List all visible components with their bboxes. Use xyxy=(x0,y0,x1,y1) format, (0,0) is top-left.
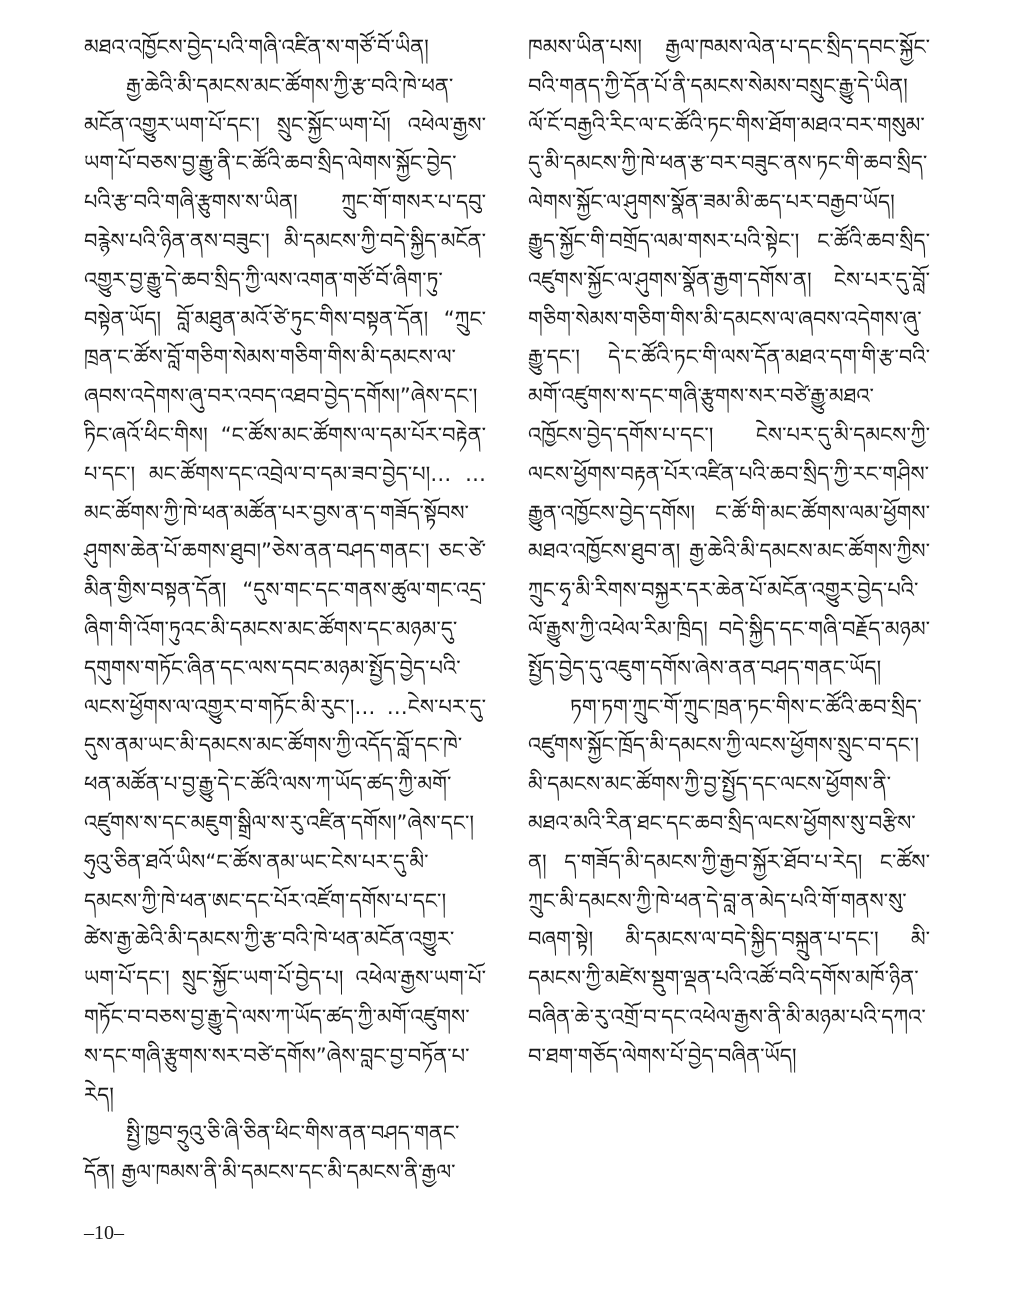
left-column xyxy=(84,28,486,1192)
paragraph: སྤྱི་ཁྱབ་ཧྲུའུ་ཅི་ཞི་ཅིན་ཕིང་གིས་ནན་བཤད་གནང་དོན། རྒྱལ་ཁམས་ནི་མི་དམངས་དང་མི་དམངས་ནི་རྒྱལ་ xyxy=(84,1121,460,1185)
paragraph: རྒྱ་ཆེའི་མི་དམངས་མང་ཚོགས་ཀྱི་རྩ་བའི་ཁེ་ཕན་མངོན་འགྱུར་ཡག་པོ་དང་། སྲུང་སྐྱོང་ཡག་པོ། འཕེལ་རྒྱས་ཡག་པོ་བཅས་བྱ་རྒྱུ་ནི་ང་ཚོའི་ཆབ་སྲིད་ལེགས་སྐྱོང་བྱེད་པའི་རྩ་བའི་གཞི་རྩུགས་ས་ཡིན། ཀྲུང་གོ་གསར་པ་དབུ་བརྙེས་པའི་ཉིན་ནས་བཟུང་། མི་དམངས་ཀྱི་བདེ་སྐྱིད་མངོན་འགྱུར་བྱ་རྒྱུ་དེ་ཆབ་སྲིད་ཀྱི་ལས་འགན་གཙོ་བོ་ཞིག་ཏུ་བསྟེན་ཡོད། བློ་མཐུན་མའོ་ཙེ་ཏུང་གིས་བསྟན་དོན། “ཀྲུང་ཁྲན་ང་ཚོས་བློ་གཅིག་སེམས་གཅིག་གིས་མི་དམངས་ལ་ཞབས་འདེགས་ཞུ་བར་འབད་འཐབ་བྱེད་དགོས།”ཞེས་དང་། ཏིང་ཞའོ་ཕིང་གིས། “ང་ཚོས་མང་ཚོགས་ལ་དམ་པོར་བརྟེན་པ་དང་། མང་ཚོགས་དང་འབྲེལ་བ་དམ་ཟབ་བྱེད་པ།… …མང་ཚོགས་ཀྱི་ཁེ་ཕན་མཚོན་པར་བྱས་ན་ད་གཟོད་སྟོབས་ཤུགས་ཆེན་པོ་ཆགས་ཐུབ།”ཅེས་ནན་བཤད་གནང་། ཅང་ཙེ་མིན་གྱིས་བསྟན་དོན། “དུས་གང་དང་གནས་ཚུལ་གང་འདྲ་ཞིག་གི་འོག་ཏུའང་མི་དམངས་མང་ཚོགས་དང་མཉམ་དུ་དགུགས་གཏོང་ཞིན་དང་ལས་དབང་མཉམ་སྤྱོད་བྱེད་པའི་ལངས་ཕྱོགས་ལ་འགྱུར་བ་གཏོང་མི་རུང་།… …ངེས་པར་དུ་དུས་ནམ་ཡང་མི་དམངས་མང་ཚོགས་ཀྱི་འདོད་བློ་དང་ཁེ་ཕན་མཚོན་པ་བྱ་རྒྱུ་དེ་ང་ཚོའི་ལས་ཀ་ཡོད་ཚད་ཀྱི་མགོ་འཛུགས་ས་དང་མཇུག་སྒྲིལ་ས་རུ་འཛིན་དགོས།”ཞེས་དང་། ཧུའུ་ཅིན་ཐའོ་ཡིས“ང་ཚོས་ནམ་ཡང་ངེས་པར་དུ་མི་དམངས་ཀྱི་ཁེ་ཕན་ཨང་དང་པོར་འཛོག་དགོས་པ་དང་། ཚེས་རྒྱ་ཆེའི་མི་དམངས་ཀྱི་རྩ་བའི་ཁེ་ཕན་མངོན་འགྱུར་ཡག་པོ་དང་། སྲུང་སྐྱོང་ཡག་པོ་བྱེད་པ། འཕེལ་རྒྱས་ཡག་པོ་གཏོང་བ་བཅས་བྱ་རྒྱུ་དེ་ལས་ཀ་ཡོད་ཚད་ཀྱི་མགོ་འཛུགས་ས་དང་གཞི་རྩུགས་སར་བཙེ་དགོས”ཞེས་བླང་བྱ་བཏོན་པ་རེད། xyxy=(84,73,486,1107)
page-number: –10– xyxy=(84,1222,124,1244)
paragraph-continuation: མཐའ་འཁྱོངས་བྱེད་པའི་གཞི་འཛིན་ས་གཙོ་བོ་ཡིན། xyxy=(84,35,429,59)
paragraph: ཏག་ཏག་ཀྲུང་གོ་ཀྲུང་ཁྲན་ཏང་གིས་ང་ཚོའི་ཆབ་སྲིད་འཛུགས་སྐྱོང་ཁྲོད་མི་དམངས་ཀྱི་ལངས་ཕྱོགས་སྲུང་བ་དང་། མི་དམངས་མང་ཚོགས་ཀྱི་བྱ་སྤྱོད་དང་ལངས་ཕྱོགས་ནི་མཐའ་མའི་རིན་ཐང་དང་ཆབ་སྲིད་ལངས་ཕྱོགས་སུ་བརྩིས་ན། ད་གཟོད་མི་དམངས་ཀྱི་རྒྱབ་སྐྱོར་ཐོབ་པ་རེད། ང་ཚོས་ཀྲུང་མི་དམངས་ཀྱི་ཁེ་ཕན་དེ་བླ་ན་མེད་པའི་གོ་གནས་སུ་བཞག་སྟེ། མི་དམངས་ལ་བདེ་སྐྱིད་བསྐྲུན་པ་དང་། མི་དམངས་ཀྱི་མཛེས་སྡུག་ལྡན་པའི་འཚོ་བའི་དགོས་མཁོ་ཉིན་བཞིན་ཆེ་རུ་འགྲོ་བ་དང་འཕེལ་རྒྱས་ནི་མི་མཉམ་པའི་དཀའ་བ་ཐག་གཅོད་ལེགས་པོ་བྱེད་བཞིན་ཡོད། xyxy=(528,694,930,1068)
right-column xyxy=(528,28,930,1076)
paragraph-continuation: ཁམས་ཡིན་པས། རྒྱལ་ཁམས་ལེན་པ་དང་སྲིད་དབང་སྐྱོང་བའི་གནད་ཀྱི་དོན་པོ་ནི་དམངས་སེམས་བསྲུང་རྒྱུ་དེ་ཡིན། ལོ་ངོ་བརྒྱའི་རིང་ལ་ང་ཚོའི་ཏང་གིས་ཐོག་མཐའ་བར་གསུམ་དུ་མི་དམངས་ཀྱི་ཁེ་ཕན་རྩ་བར་བཟུང་ནས་ཏང་གི་ཆབ་སྲིད་ལེགས་སྐྱོང་ལ་ཤུགས་སྣོན་ཟམ་མི་ཆད་པར་བརྒྱབ་ཡོད། རྒྱུད་སྐྱོང་གི་བགྲོད་ལམ་གསར་པའི་སྟེང་། ང་ཚོའི་ཆབ་སྲིད་འཛུགས་སྐྱོང་ལ་ཤུགས་སྣོན་རྒྱག་དགོས་ན། ངེས་པར་དུ་བློ་གཅིག་སེམས་གཅིག་གིས་མི་དམངས་ལ་ཞབས་འདེགས་ཞུ་རྒྱུ་དང་། དེ་ང་ཚོའི་ཏང་གི་ལས་དོན་མཐའ་དག་གི་རྩ་བའི་མགོ་འཛུགས་ས་དང་གཞི་རྩུགས་སར་བཙེ་རྒྱུ་མཐའ་འཁྱོངས་བྱེད་དགོས་པ་དང་། ངེས་པར་དུ་མི་དམངས་ཀྱི་ལངས་ཕྱོགས་བརྟན་པོར་འཛིན་པའི་ཆབ་སྲིད་ཀྱི་རང་གཤིས་རྒྱུན་འཁྱོངས་བྱེད་དགོས། ང་ཚོ་གི་མང་ཚོགས་ལམ་ཕྱོགས་མཐའ་འཁྱོངས་ཐུབ་ན། རྒྱ་ཆེའི་མི་དམངས་མང་ཚོགས་ཀྱིས་ཀྲུང་ཧྭ་མི་རིགས་བསྐྱར་དར་ཆེན་པོ་མངོན་འགྱུར་བྱེད་པའི་ལོ་རྒྱུས་ཀྱི་འཕེལ་རིམ་ཁྲིད། བདེ་སྐྱིད་དང་གཞི་བརྗོད་མཉམ་སྤྱོད་བྱེད་དུ་འཇུག་དགོས་ཞེས་ནན་བཤད་གནང་ཡོད། xyxy=(528,35,930,680)
